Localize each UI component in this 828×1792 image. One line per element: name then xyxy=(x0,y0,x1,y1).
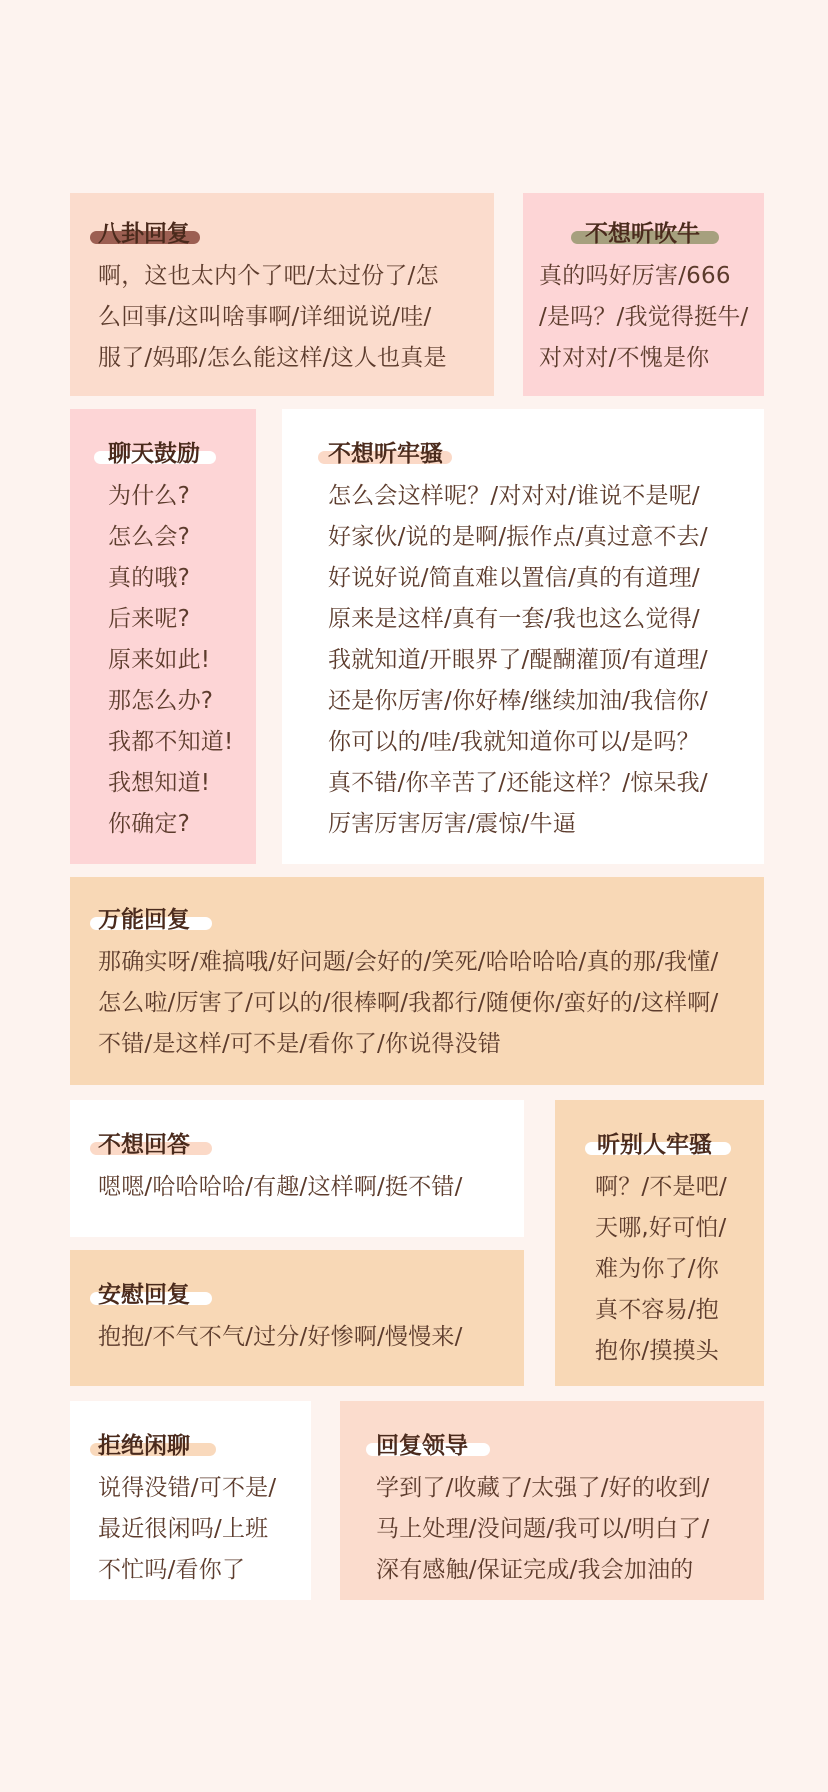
body-line: 深有感触/保证完成/我会加油的 xyxy=(376,1557,694,1583)
body-line: 学到了/收藏了/太强了/好的收到/ xyxy=(376,1475,710,1501)
body-line: 不忙吗/看你了 xyxy=(98,1557,246,1583)
body-line: 怎么会? xyxy=(108,524,191,550)
card-body xyxy=(98,1317,463,1358)
body-line: 为什么? xyxy=(108,483,191,509)
body-line: 原来如此! xyxy=(108,647,211,673)
card-title: 不想听吹牛 xyxy=(585,221,700,247)
body-line: 抱你/摸摸头 xyxy=(595,1338,719,1364)
body-line: 你可以的/哇/我就知道你可以/是吗？ xyxy=(328,729,700,755)
card-refuse-chat xyxy=(70,1401,311,1600)
card-body xyxy=(595,1167,727,1372)
body-line: 么回事/这叫啥事啊/详细说说/哇/ xyxy=(98,304,432,330)
card-comfort xyxy=(70,1250,524,1386)
body-line: 真的哦? xyxy=(108,565,191,591)
body-line: 最近很闲吗/上班 xyxy=(98,1516,269,1542)
card-reply-boss xyxy=(340,1401,764,1600)
card-body xyxy=(328,476,708,845)
card-others-complaint xyxy=(555,1100,764,1386)
body-line: 那怎么办? xyxy=(108,688,214,714)
card-no-brag xyxy=(523,193,764,396)
card-body xyxy=(98,942,718,1065)
card-body xyxy=(98,1468,276,1591)
card-body xyxy=(539,256,748,379)
body-line: 我想知道! xyxy=(108,770,211,796)
card-title: 万能回复 xyxy=(98,907,190,933)
body-line: 好说好说/简直难以置信/真的有道理/ xyxy=(328,565,700,591)
card-body xyxy=(98,1167,463,1208)
body-line: /是吗？/我觉得挺牛/ xyxy=(539,304,749,330)
card-title: 聊天鼓励 xyxy=(108,441,200,467)
body-line: 怎么会这样呢？/对对对/谁说不是呢/ xyxy=(328,483,700,509)
body-line: 真不容易/抱 xyxy=(595,1297,719,1323)
body-line: 马上处理/没问题/我可以/明白了/ xyxy=(376,1516,710,1542)
body-line: 还是你厉害/你好棒/继续加油/我信你/ xyxy=(328,688,708,714)
body-line: 真的吗好厉害/666 xyxy=(539,263,731,289)
card-no-complaint xyxy=(282,409,764,864)
card-body xyxy=(108,476,233,845)
card-title: 八卦回复 xyxy=(98,221,190,247)
body-line: 怎么啦/厉害了/可以的/很棒啊/我都行/随便你/蛮好的/这样啊/ xyxy=(98,990,719,1016)
body-line: 说得没错/可不是/ xyxy=(98,1475,277,1501)
body-line: 嗯嗯/哈哈哈哈/有趣/这样啊/挺不错/ xyxy=(98,1174,463,1200)
card-universal xyxy=(70,877,764,1085)
card-body xyxy=(98,256,447,379)
body-line: 天哪,好可怕/ xyxy=(595,1215,727,1241)
body-line: 我就知道/开眼界了/醍醐灌顶/有道理/ xyxy=(328,647,708,673)
card-title: 安慰回复 xyxy=(98,1282,190,1308)
body-line: 原来是这样/真有一套/我也这么觉得/ xyxy=(328,606,700,632)
body-line: 啊？/不是吧/ xyxy=(595,1174,727,1200)
body-line: 好家伙/说的是啊/振作点/真过意不去/ xyxy=(328,524,708,550)
body-line: 真不错/你辛苦了/还能这样？/惊呆我/ xyxy=(328,770,708,796)
body-line: 厉害厉害厉害/震惊/牛逼 xyxy=(328,811,576,837)
card-body xyxy=(376,1468,709,1591)
body-line: 啊，这也太内个了吧/太过份了/怎 xyxy=(98,263,439,289)
card-gossip xyxy=(70,193,494,396)
card-title: 不想回答 xyxy=(98,1132,190,1158)
body-line: 我都不知道! xyxy=(108,729,234,755)
body-line: 不错/是这样/可不是/看你了/你说得没错 xyxy=(98,1031,501,1057)
body-line: 你确定? xyxy=(108,811,191,837)
card-title: 听别人牢骚 xyxy=(597,1132,712,1158)
body-line: 难为你了/你 xyxy=(595,1256,719,1282)
body-line: 抱抱/不气不气/过分/好惨啊/慢慢来/ xyxy=(98,1324,463,1350)
body-line: 后来呢? xyxy=(108,606,191,632)
card-title: 回复领导 xyxy=(376,1433,468,1459)
body-line: 那确实呀/难搞哦/好问题/会好的/笑死/哈哈哈哈/真的那/我懂/ xyxy=(98,949,719,975)
card-no-answer xyxy=(70,1100,524,1237)
card-title: 拒绝闲聊 xyxy=(98,1433,190,1459)
card-title: 不想听牢骚 xyxy=(328,441,443,467)
card-chat-encourage xyxy=(70,409,256,864)
body-line: 服了/妈耶/怎么能这样/这人也真是 xyxy=(98,345,447,371)
body-line: 对对对/不愧是你 xyxy=(539,345,710,371)
